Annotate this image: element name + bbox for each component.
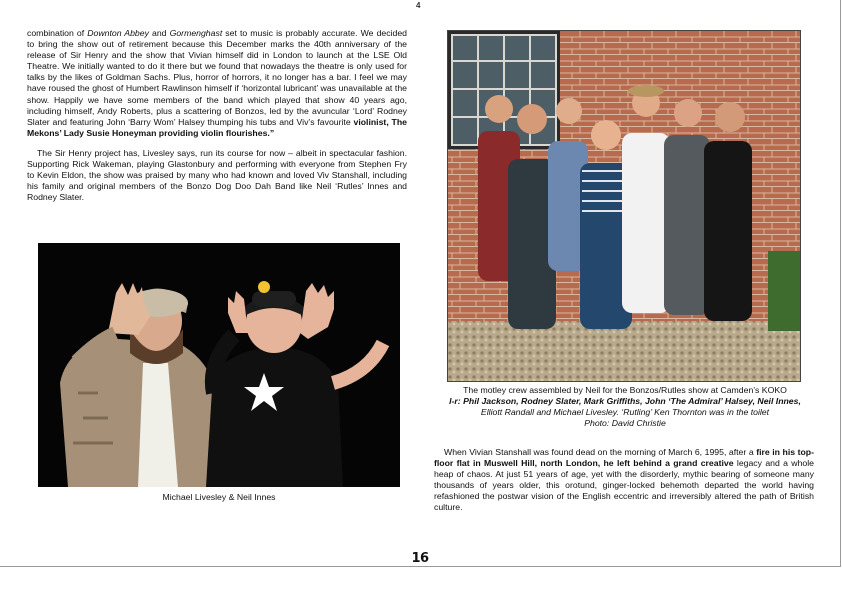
photo-illustration [38,243,400,487]
caption-line: The motley crew assembled by Neil for the Bonzos/Rutles show at Camden’s KOKO [463,385,787,395]
photo-livesley-innes [38,243,400,487]
article-paragraph: When Vivian Stanshall was found dead on the morning of March 6, 1995, after a fire in his top-floor flat in Muswell Hill, north London, he left behind a grand creative legacy and a whole heap of chaos. At just 51 years of age, yet with the disorderly, mythic bearing of someone many thousands of years older, this orotund, ginger-locked behemoth departed the world having refashioned the postwar vision of the English eccentric and irreversibly altered the path of British culture. [434,447,814,513]
caption-line: Elliott Randall and Michael Livesley. ‘Rutling’ Ken Thornton was in the toilet [480,407,770,417]
left-text-column [27,28,407,203]
article-paragraph: The Sir Henry project has, Livesley says, run its course for now – albeit in spectacular fashion. Supporting Rick Wakeman, playing Glastonbury and performing with everyone from Stephen Fry to Kevin Eldon, the show was praised by many who had known and loved Viv Stanshall, including his family and original members of the Bonzo Dog Doo Dah Band like Neil ‘Rutles’ Innes and Rodney Slater. [27,147,407,203]
photo-caption-block [430,385,820,429]
right-text-column [434,447,814,514]
photo-motley-crew [447,30,801,382]
photo-caption: Michael Livesley & Neil Innes [162,492,276,502]
article-paragraph: combination of Downton Abbey and Gormenghast set to music is probably accurate. We decided to bring the show out of retirement because this December marks the 40th anniversary of the release of Sir Henry and the show that Vivian himself did in London to launch at the LSE Old Theatre. We initially wanted to do it there but we found that nowadays the theatre is only used for talks by the likes of Goldman Sachs. Plus, horror of horrors, it no longer has a bar. I feel we may have roused the ghost of Humbert Rawlinson himself if ‘horizontal lubricant’ was unavailable at the show. Happily we have some members of the band which played that show 40 years ago, including himself, Andy Roberts, plus a scattering of Bonzos, led by the avuncular ‘Lord’ Rodney Slater and featuring John ‘Barry Wom’ Halsey thumping his tubs and Viv’s favourite violinist, The Mekons’ Lady Susie Honeyman providing violin flourishes.” [27,28,408,138]
caption-names-line: l-r: Phil Jackson, Rodney Slater, Mark Griffiths, John ‘The Admiral’ Halsey, Neil Innes, [449,396,801,406]
top-page-marker: 4 [416,1,421,10]
photo-illustration [448,31,800,381]
page-number: 16 [411,551,429,566]
photo-credit: Photo: David Christie [584,418,666,428]
